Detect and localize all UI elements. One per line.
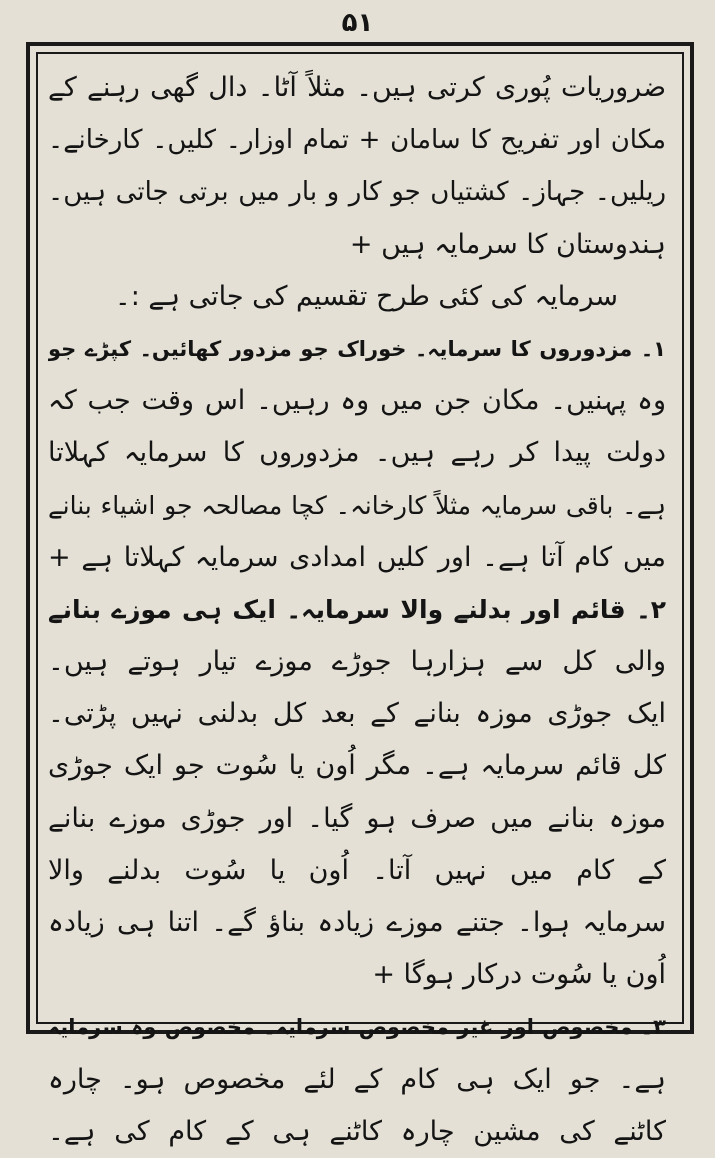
text-line: مکان اور تفریح کا سامان + تمام اوزار۔ کلیں۔ کارخانے۔ bbox=[48, 125, 666, 156]
section-heading-line: ۳۔ مخصوص اور غیر مخصوص سرمایہ۔ مخصوص وہ سرمایہ bbox=[48, 1015, 666, 1040]
section-heading-line: ۲۔ قائم اور بدلنے والا سرمایہ۔ ایک ہی موزے بنانے bbox=[48, 594, 666, 624]
text-line: ایک جوڑی موزہ بنانے کے بعد کل بدلنی نہیں پڑتی۔ bbox=[48, 698, 666, 730]
text-line: دولت پیدا کر رہے ہیں۔ مزدوروں کا سرمایہ کہلاتا bbox=[48, 437, 666, 469]
text-line: سرمایہ کی کئی طرح تقسیم کی جاتی ہے :۔ bbox=[114, 280, 618, 312]
text-line: موزہ بنانے میں صرف ہو گیا۔ اور جوڑی موزے بنانے bbox=[48, 802, 666, 834]
text-line: ہے۔ باقی سرمایہ مثلاً کارخانہ۔ کچا مصالحہ جو اشیاء بنانے bbox=[48, 490, 666, 520]
text-line: کل قائم سرمایہ ہے۔ مگر اُون یا سُوت جو ایک جوڑی bbox=[48, 750, 666, 782]
text-line: کاٹنے کی مشین چارہ کاٹنے ہی کے کام کی ہے۔ bbox=[48, 1115, 666, 1147]
text-line: ضروریات پُوری کرتی ہیں۔ مثلاً آٹا۔ دال گھی رہنے کے bbox=[48, 72, 666, 103]
text-line: وہ پہنیں۔ مکان جن میں وہ رہیں۔ اس وقت جب کہ bbox=[48, 385, 666, 417]
text-line: ریلیں۔ جہاز۔ کشتیاں جو کار و بار میں برتی جاتی ہیں۔ bbox=[48, 177, 666, 208]
text-line: ہندوستان کا سرمایہ ہیں + bbox=[349, 228, 666, 260]
text-line: کے کام میں نہیں آتا۔ اُون یا سُوت بدلنے والا bbox=[48, 854, 666, 886]
text-line: سرمایہ ہوا۔ جتنے موزے زیادہ بناؤ گے۔ اتنا ہی زیادہ bbox=[48, 907, 666, 938]
text-line: اُون یا سُوت درکار ہوگا + bbox=[372, 959, 666, 991]
page-number: ۵۱ bbox=[341, 8, 374, 38]
text-line: والی کل سے ہزارہا جوڑے موزے تیار ہوتے ہیں۔ bbox=[48, 646, 666, 678]
page-text-body bbox=[48, 62, 666, 1158]
text-line: ہے۔ جو ایک ہی کام کے لئے مخصوص ہو۔ چارہ bbox=[48, 1063, 666, 1095]
text-line: میں کام آتا ہے۔ اور کلیں امدادی سرمایہ کہلاتا ہے + bbox=[48, 541, 666, 573]
section-heading-line: ۱۔ مزدوروں کا سرمایہ۔ خوراک جو مزدور کھائیں۔ کپڑے جو bbox=[48, 336, 666, 361]
